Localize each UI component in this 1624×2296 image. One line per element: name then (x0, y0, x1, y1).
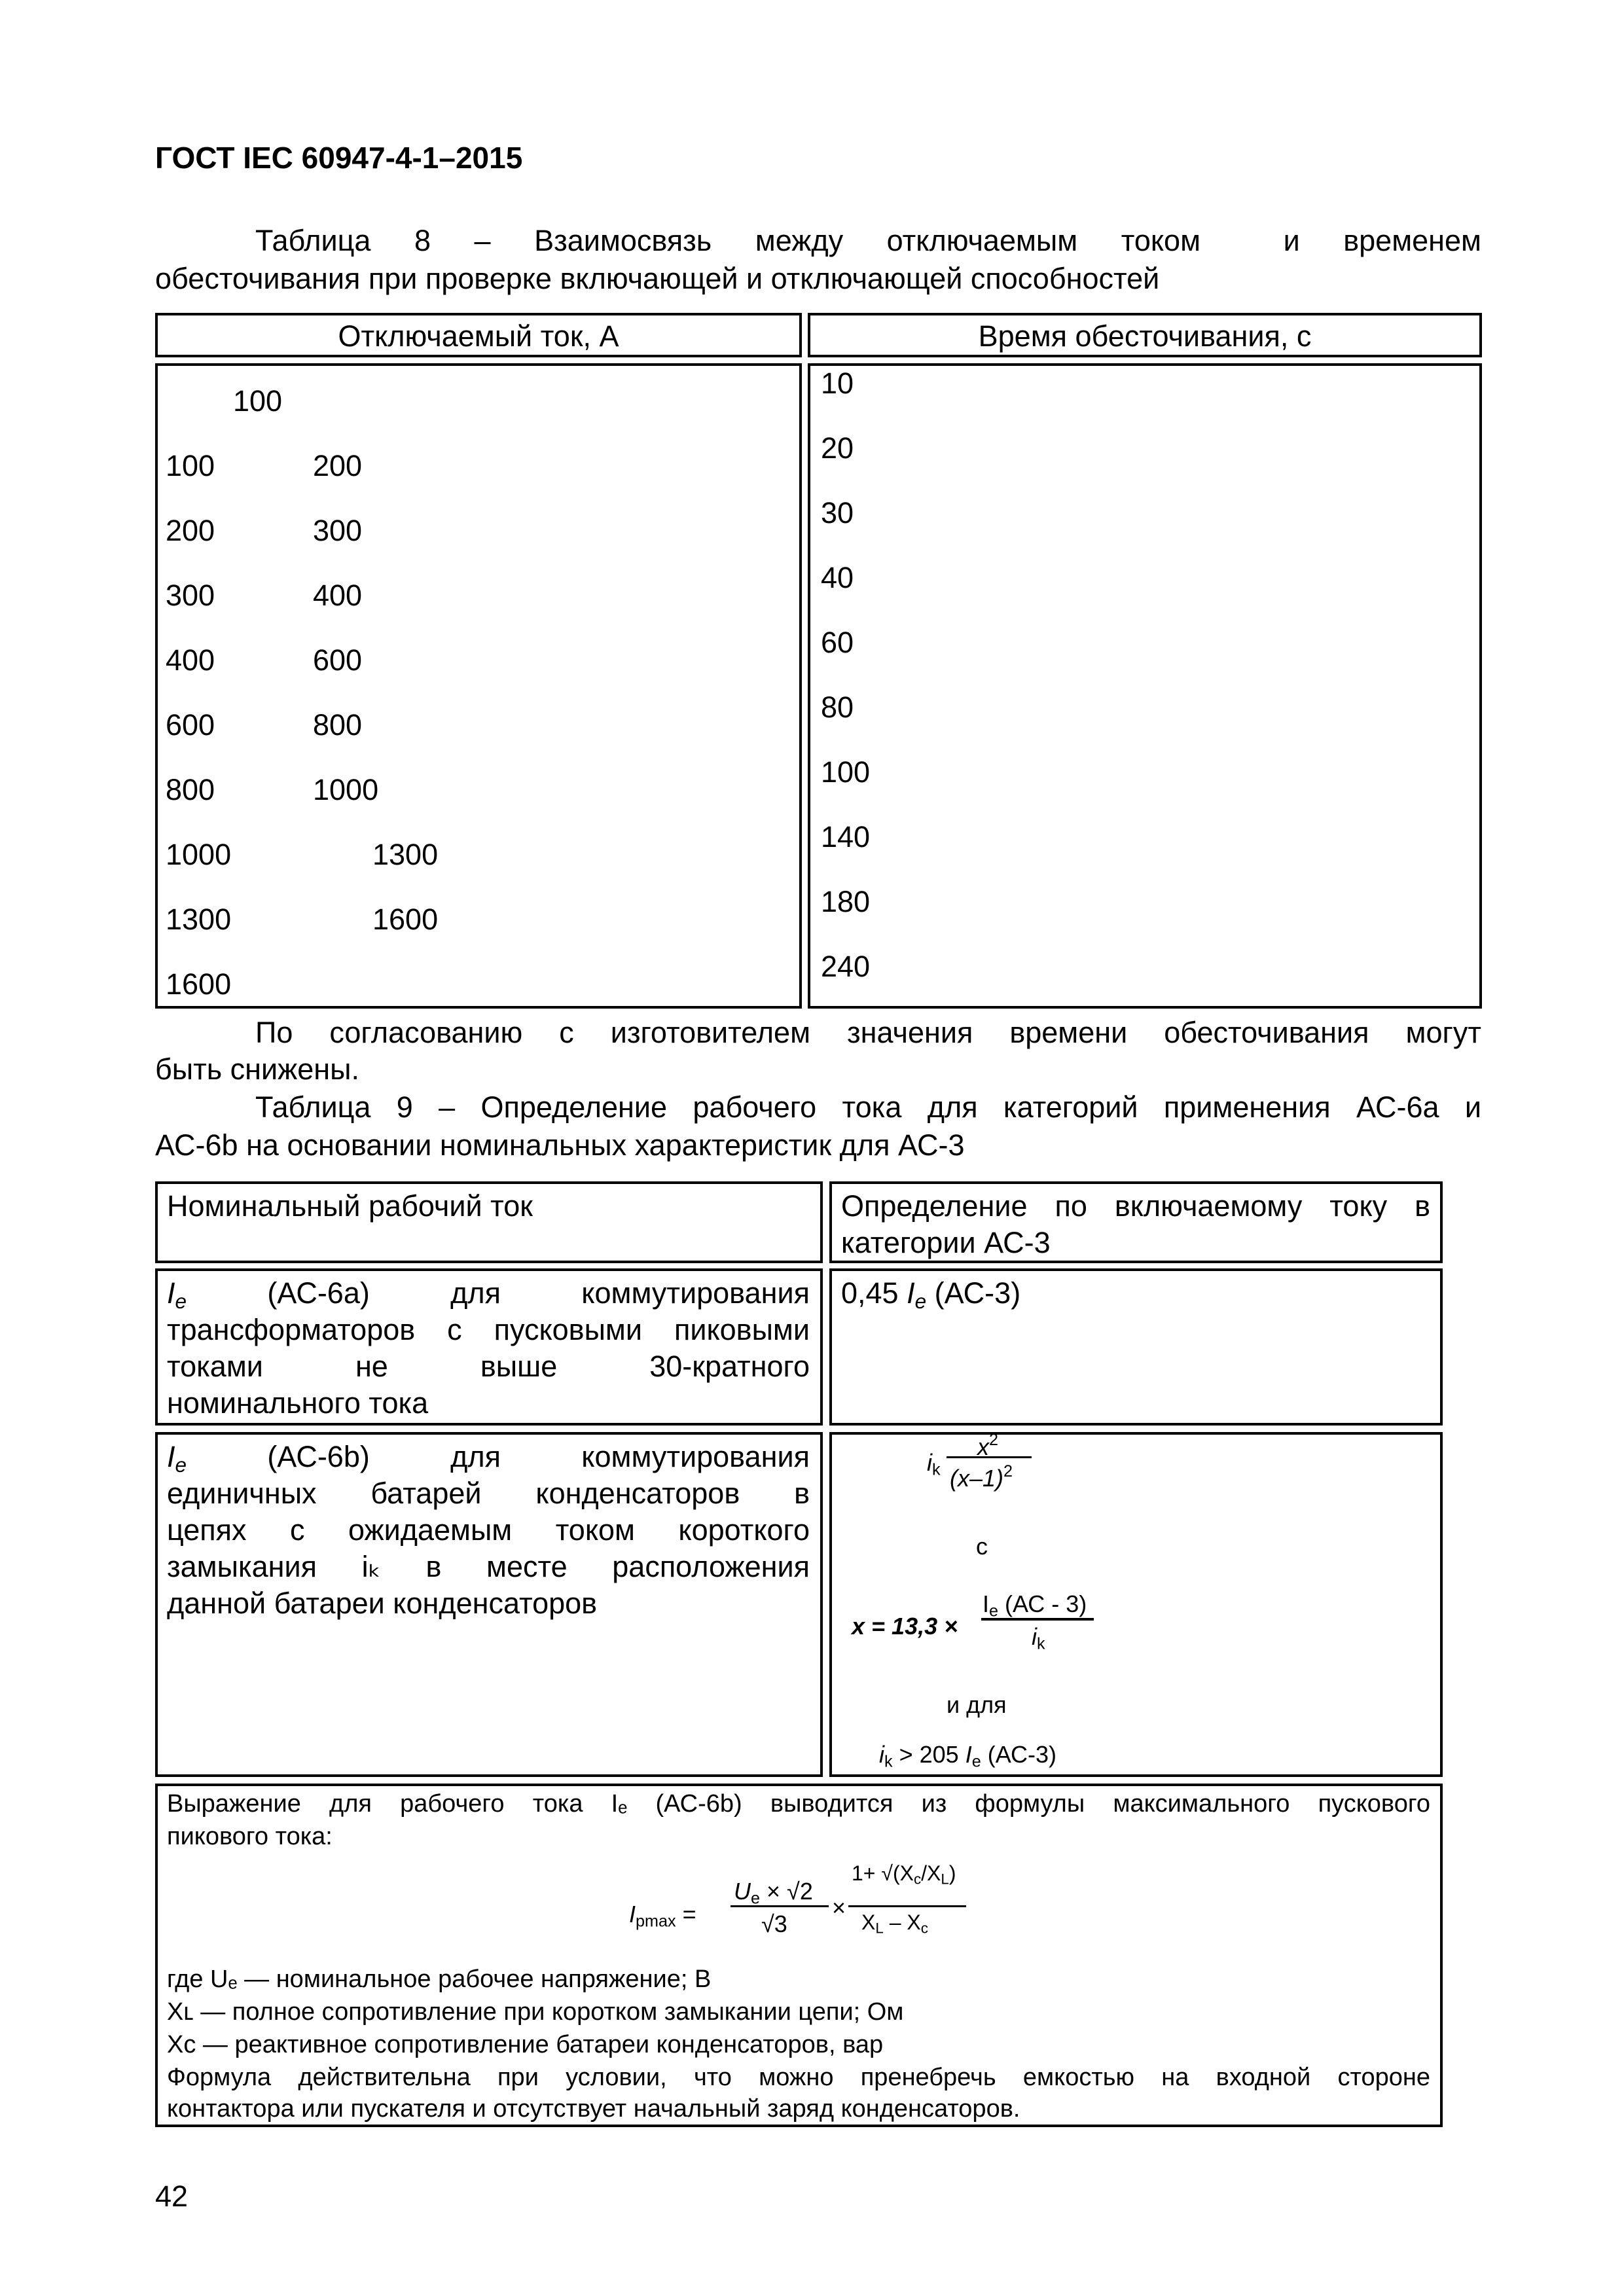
row2-line4: замыкания iₖ в месте расположения (167, 1550, 810, 1583)
formula-num2: $1+ √(X_c/X_L)$ (852, 1861, 956, 1888)
symbol: $I_e$ (167, 1276, 187, 1313)
word: токами (167, 1350, 263, 1383)
table9-row2-col1 (155, 1432, 823, 1777)
current-from: 800 (166, 773, 215, 806)
current-to: 800 (313, 708, 363, 742)
validity-line2: контактора или пускателя и отсутствует начальный заряд конденсаторов. (167, 2095, 1020, 2123)
validity-line1: Формула действительна при условии, что можно пренебречь емкостью на входной стороне (167, 2064, 1430, 2091)
word: для (450, 1440, 501, 1473)
caption-word: током (1121, 224, 1201, 257)
current-from: 1300 (166, 903, 232, 936)
formula-ik: $i_k$ (927, 1449, 941, 1479)
caption-word: Таблица (255, 224, 371, 257)
formula-x-denominator: $i_k$ (1032, 1623, 1045, 1653)
paragraph-line2: быть снижены. (155, 1052, 359, 1086)
row1-value: 0,45 $I_e$ (АС-3) (841, 1276, 1021, 1313)
word: не (355, 1350, 388, 1383)
row1-line4: номинального тока (167, 1386, 429, 1420)
table8-body-col1 (155, 363, 802, 1009)
table8-caption-line1 (255, 223, 1481, 259)
formula-ipmax: $I_{pmax}$ = (629, 1901, 696, 1931)
table9-note (155, 1784, 1443, 2127)
table9-row1-col2 (829, 1268, 1443, 1426)
table9-header-col2 (829, 1181, 1443, 1263)
row1-line2: трансформаторов с пусковыми пиковыми (167, 1313, 810, 1346)
caption-word: между (755, 224, 844, 257)
current-to: 300 (313, 514, 363, 547)
formula-with: с (976, 1533, 988, 1560)
fraction-bar (981, 1618, 1094, 1621)
caption-word: Взаимосвязь (534, 224, 712, 257)
note-line1: Выражение для рабочего тока Iₑ (АС-6b) выводится из формулы максимального пускового (167, 1790, 1430, 1818)
where-ue: где Uₑ — номинальное рабочее напряжение; В (167, 1965, 712, 1993)
word: выше (480, 1350, 558, 1383)
current-from: 600 (166, 708, 215, 742)
word: (АС-6b) (267, 1440, 370, 1473)
caption-word: 8 (414, 224, 431, 257)
formula-x-lhs: x = 13,3 × (852, 1613, 958, 1640)
table9-row1-col1 (155, 1268, 823, 1426)
current-to: 400 (313, 579, 363, 612)
word: 30-кратного (649, 1350, 810, 1383)
formula-numerator: $x^2$ (977, 1431, 999, 1461)
where-xl: Xʟ — полное сопротивление при коротком замыкании цепи; Ом (167, 1998, 904, 2026)
caption-word: отключаемым (886, 224, 1078, 257)
current-from: 1600 (166, 967, 232, 1001)
time-value: 30 (821, 496, 854, 529)
table9-caption-line1: Таблица 9 – Определение рабочего тока для категорий применения АС-6а и (255, 1090, 1481, 1124)
row2-line3: цепях с ожидаемым током короткого (167, 1513, 810, 1547)
table9-caption-line2: АС-6b на основании номинальных характеристик для АС-3 (155, 1128, 965, 1162)
row2-line2: единичных батарей конденсаторов в (167, 1477, 810, 1510)
formula-times: × (832, 1894, 846, 1921)
formula-x-numerator: $I_e$ (АС - 3) (983, 1590, 1087, 1621)
current-from: 200 (166, 514, 215, 547)
page-number: 42 (155, 2179, 189, 2213)
current-to: 600 (313, 643, 363, 677)
row2-line5: данной батареи конденсаторов (167, 1587, 598, 1620)
current-from: 300 (166, 579, 215, 612)
time-value: 240 (821, 950, 871, 983)
where-xc: Xс — реактивное сопротивление батареи конденсаторов, вар (167, 2031, 884, 2058)
formula-condition: $i_k > 205$ $I_e$ (АС-3) (879, 1741, 1056, 1771)
formula-num1: $U_e \times √2$ (734, 1878, 813, 1908)
col-header: Отключаемый ток, А (338, 319, 619, 353)
time-value: 60 (821, 626, 854, 659)
fraction-bar (731, 1905, 829, 1907)
table8-body-col2 (808, 363, 1482, 1009)
time-value: 80 (821, 691, 854, 724)
time-value: 40 (821, 561, 854, 594)
col-header-line1: Определение по включаемому току в (841, 1189, 1430, 1223)
table8-caption-line2: обесточивания при проверке включающей и отключающей способностей (155, 262, 1160, 295)
word: (АС-6а) (267, 1276, 370, 1310)
caption-word: временем (1343, 224, 1481, 257)
row1-line3 (167, 1348, 810, 1385)
formula-denominator: $(x-1)^2$ (950, 1462, 1013, 1492)
current-to: 100 (233, 384, 283, 418)
time-value: 140 (821, 820, 871, 853)
col-header: Номинальный рабочий ток (167, 1189, 533, 1223)
current-from: 1000 (166, 838, 232, 871)
table9-header-col1 (155, 1181, 823, 1263)
current-from: 400 (166, 643, 215, 677)
note-line2: пикового тока: (167, 1823, 333, 1850)
document-header: ГОСТ IEC 60947-4-1–2015 (155, 141, 523, 175)
table9-row2-col2-formula (829, 1432, 1443, 1777)
current-to: 1300 (372, 838, 439, 871)
table8-header-col1 (155, 313, 802, 357)
word: для (450, 1276, 501, 1310)
fraction-bar (947, 1456, 1032, 1458)
word: коммутирования (581, 1440, 810, 1473)
current-from: 100 (166, 449, 215, 482)
current-to: 1000 (313, 773, 379, 806)
paragraph-line1: По согласованию с изготовителем значения времени обесточивания могут (255, 1016, 1481, 1049)
col-header-line2: категории АС-3 (841, 1226, 1051, 1259)
time-value: 10 (821, 367, 854, 400)
table8-header-col2 (808, 313, 1482, 357)
time-value: 100 (821, 755, 871, 789)
symbol: $I_e$ (167, 1440, 187, 1477)
time-value: 180 (821, 885, 871, 918)
word: коммутирования (581, 1276, 810, 1310)
current-to: 1600 (372, 903, 439, 936)
formula-and-for: и для (947, 1691, 1007, 1718)
formula-den2: $X_L - X_c$ (861, 1910, 928, 1937)
current-to: 200 (313, 449, 363, 482)
fraction-bar (848, 1905, 966, 1907)
time-value: 20 (821, 431, 854, 465)
col-header: Время обесточивания, с (978, 319, 1312, 353)
formula-den1: √3 (761, 1910, 787, 1937)
caption-word: – (474, 224, 491, 257)
caption-word: и (1283, 224, 1300, 257)
